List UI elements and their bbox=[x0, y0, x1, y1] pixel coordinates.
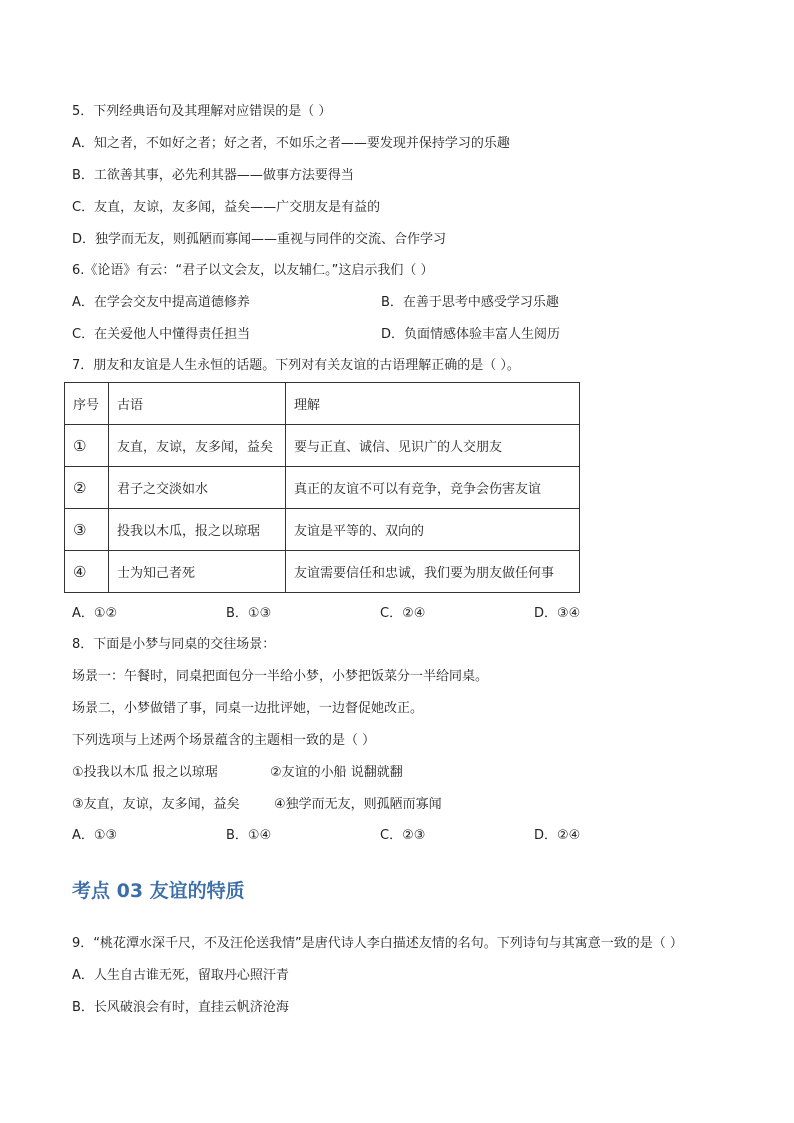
q6-stem: 6.《论语》有云：“君子以文会友，以友辅仁。”这启示我们（ ） bbox=[72, 263, 434, 278]
q8-item-3: ③友直，友谅，友多闻，益矣 bbox=[72, 797, 240, 812]
q7-row-saying: 友直，友谅，友多闻，益矣 bbox=[109, 425, 286, 467]
q7-row-saying: 投我以木瓜，报之以琼琚 bbox=[109, 509, 286, 551]
q7-row-meaning: 友谊是平等的、双向的 bbox=[286, 509, 580, 551]
q5-stem: 5．下列经典语句及其理解对应错误的是（ ） bbox=[72, 104, 332, 119]
q7-header-meaning: 理解 bbox=[286, 383, 580, 425]
q7-table-row bbox=[65, 467, 580, 509]
q6-option-b: B．在善于思考中感受学习乐趣 bbox=[381, 295, 559, 310]
q7-row-meaning: 友谊需要信任和忠诚，我们要为朋友做任何事 bbox=[286, 551, 580, 593]
q7-row-index: ① bbox=[65, 425, 109, 467]
q7-row-index: ③ bbox=[65, 509, 109, 551]
q7-header-saying: 古语 bbox=[109, 383, 286, 425]
q8-scene-2: 场景二，小梦做错了事，同桌一边批评她，一边督促她改正。 bbox=[72, 701, 424, 716]
q5-option-d: D．独学而无友，则孤陋而寡闻——重视与同伴的交流、合作学习 bbox=[72, 232, 447, 247]
q7-row-saying: 士为知己者死 bbox=[109, 551, 286, 593]
q7-header-index: 序号 bbox=[65, 383, 109, 425]
q8-stem: 8．下面是小梦与同桌的交往场景： bbox=[72, 637, 276, 652]
q8-item-2: ②友谊的小船 说翻就翻 bbox=[270, 765, 403, 780]
q7-row-saying: 君子之交淡如水 bbox=[109, 467, 286, 509]
q7-table bbox=[64, 382, 580, 593]
section-heading: 考点 03 友谊的特质 bbox=[72, 880, 245, 902]
q8-question: 下列选项与上述两个场景蕴含的主题相一致的是（ ） bbox=[72, 733, 376, 748]
q7-row-index: ④ bbox=[65, 551, 109, 593]
q8-option-a: A．①③ bbox=[72, 828, 118, 843]
q8-option-b: B．①④ bbox=[226, 828, 272, 843]
q8-option-d: D．②④ bbox=[534, 828, 581, 843]
q8-item-4: ④独学而无友，则孤陋而寡闻 bbox=[274, 797, 442, 812]
q5-option-c: C．友直，友谅，友多闻，益矣——广交朋友是有益的 bbox=[72, 200, 381, 215]
q7-row-meaning: 真正的友谊不可以有竞争，竞争会伤害友谊 bbox=[286, 467, 580, 509]
q7-option-b: B．①③ bbox=[226, 606, 272, 621]
q7-table-row bbox=[65, 509, 580, 551]
q7-stem: 7．朋友和友谊是人生永恒的话题。下列对有关友谊的古语理解正确的是（ ）。 bbox=[72, 358, 520, 373]
q9-option-b: B．长风破浪会有时，直挂云帆济沧海 bbox=[72, 1000, 289, 1015]
q7-row-index: ② bbox=[65, 467, 109, 509]
q7-option-d: D．③④ bbox=[534, 606, 581, 621]
q6-option-a: A．在学会交友中提高道德修养 bbox=[72, 295, 250, 310]
q5-option-a: A．知之者，不如好之者；好之者，不如乐之者——要发现并保持学习的乐趣 bbox=[72, 136, 510, 151]
q8-option-c: C．②③ bbox=[380, 828, 426, 843]
q7-row-meaning: 要与正直、诚信、见识广的人交朋友 bbox=[286, 425, 580, 467]
q9-option-a: A．人生自古谁无死，留取丹心照汗青 bbox=[72, 968, 289, 983]
q8-scene-1: 场景一：午餐时，同桌把面包分一半给小梦，小梦把饭菜分一半给同桌。 bbox=[72, 669, 489, 684]
q9-stem: 9．“桃花潭水深千尺，不及汪伦送我情”是唐代诗人李白描述友情的名句。下列诗句与其寓意一致的是（ ） bbox=[72, 936, 683, 951]
q6-option-d: D．负面情感体验丰富人生阅历 bbox=[381, 327, 561, 342]
q7-option-c: C．②④ bbox=[380, 606, 426, 621]
q5-option-b: B．工欲善其事，必先利其器——做事方法要得当 bbox=[72, 168, 354, 183]
q7-table-header-row bbox=[65, 383, 580, 425]
q7-table-row bbox=[65, 551, 580, 593]
q8-item-1: ①投我以木瓜 报之以琼琚 bbox=[72, 765, 218, 780]
q6-option-c: C．在关爱他人中懂得责任担当 bbox=[72, 327, 251, 342]
q7-option-a: A．①② bbox=[72, 606, 118, 621]
q7-table-row bbox=[65, 425, 580, 467]
